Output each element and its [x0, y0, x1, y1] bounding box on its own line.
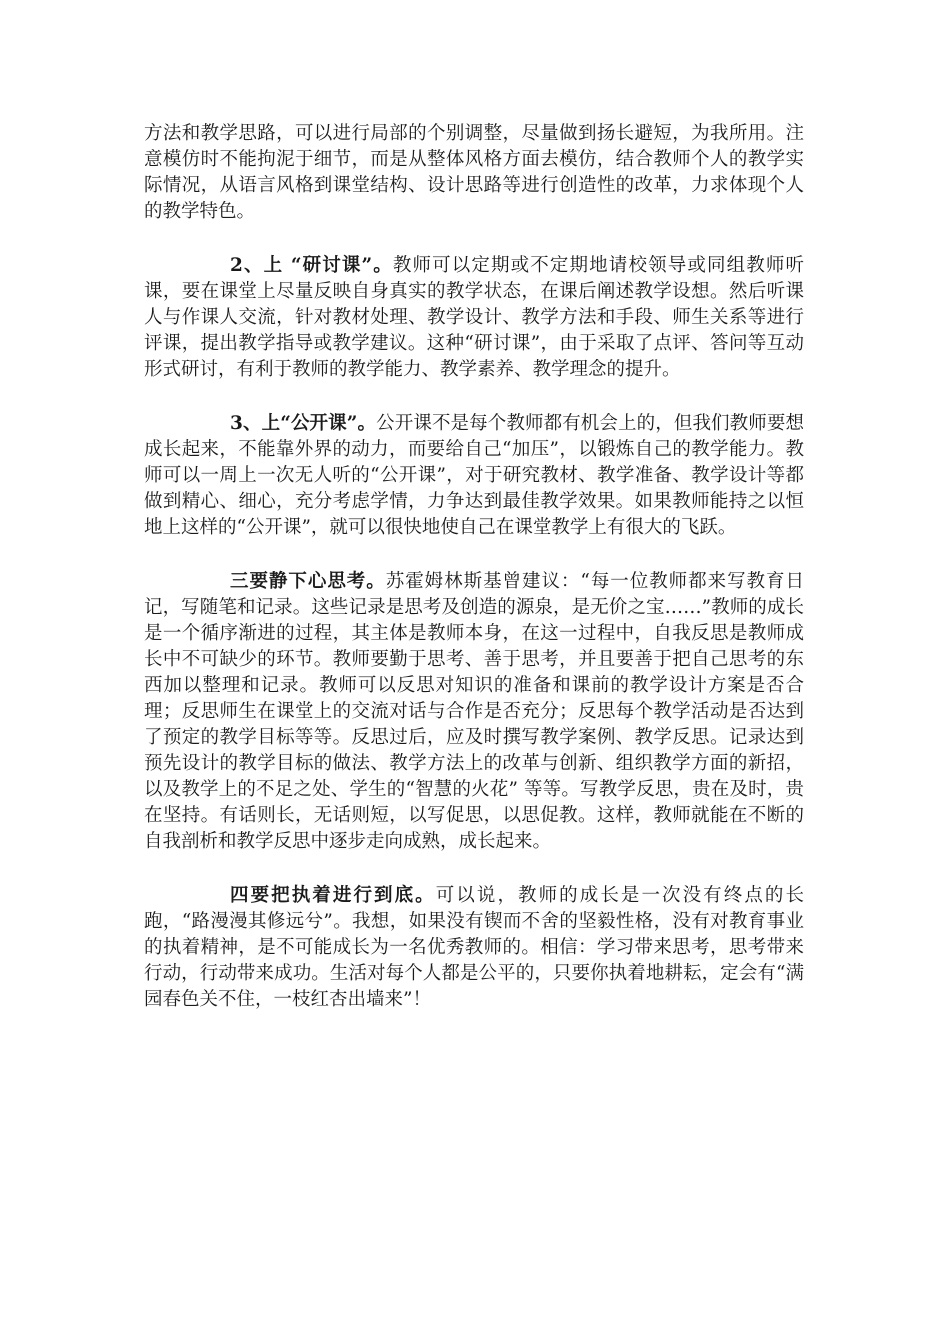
paragraph-1-text: 方法和教学思路，可以进行局部的个别调整，尽量做到扬长避短，为我所用。注意模仿时不能拘泥于细节，而是从整体风格方面去模仿，结合教师个人的教学实际情况，从语言风格到课堂结构、设计思路等进行创造性的改革，力求体现个人的教学特色。	[144, 123, 804, 222]
paragraph-4-lead: 三要静下心思考。	[230, 571, 386, 592]
paragraph-3-lead: 3、上“公开课”。	[230, 413, 377, 434]
paragraph-1	[144, 121, 804, 225]
paragraph-2-text: 教师可以定期或不定期地请校领导或同组教师听课，要在课堂上尽量反映自身真实的教学状态，在课后阐述教学设想。然后听课人与作课人交流，针对教材处理、教学设计、教学方法和手段、师生关系等进行评课，提出教学指导或教学建议。这种“研讨课”，由于采取了点评、答问等互动形式研讨，有利于教师的教学能力、教学素养、教学理念的提升。	[144, 255, 804, 380]
paragraph-5-lead: 四要把执着进行到底。	[230, 885, 436, 906]
paragraph-5-text: 可以说，教师的成长是一次没有终点的长跑，“路漫漫其修远兮”。我想，如果没有锲而不舍的坚毅性格，没有对教育事业的执着精神，是不可能成长为一名优秀教师的。相信：学习带来思考，思考带来行动，行动带来成功。生活对每个人都是公平的，只要你执着地耕耘，定会有“满园春色关不住，一枝红杏出墙来”！	[144, 885, 804, 1010]
paragraph-2-seminar-lesson	[144, 253, 804, 383]
paragraph-3-open-lesson	[144, 411, 804, 541]
paragraph-5-persistence	[144, 883, 804, 1013]
paragraph-4-text: 苏霍姆林斯基曾建议：“每一位教师都来写教育日记，写随笔和记录。这些记录是思考及创造的源泉，是无价之宝……”教师的成长是一个循序渐进的过程，其主体是教师本身，在这一过程中，自我反思是教师成长中不可缺少的环节。教师要勤于思考、善于思考，并且要善于把自己思考的东西加以整理和记录。教师可以反思对知识的准备和课前的教学设计方案是否合理；反思师生在课堂上的交流对话与合作是否充分；反思每个教学活动是否达到了预定的教学目标等等。反思过后，应及时撰写教学案例、教学反思。记录达到预先设计的教学目标的做法、教学方法上的改革与创新、组织教学方面的新招，以及教学上的不足之处、学生的“智慧的火花” 等等。写教学反思，贵在及时，贵在坚持。有话则长，无话则短，以写促思，以思促教。这样，教师就能在不断的自我剖析和教学反思中逐步走向成熟，成长起来。	[144, 571, 804, 852]
paragraph-4-reflection	[144, 569, 804, 855]
document-body	[144, 121, 804, 1041]
paragraph-2-lead: 2、上 “研讨课”。	[230, 255, 393, 276]
paragraph-3-text: 公开课不是每个教师都有机会上的，但我们教师要想成长起来，不能靠外界的动力，而要给自己“加压”，以锻炼自己的教学能力。教师可以一周上一次无人听的“公开课”，对于研究教材、教学准备、教学设计等都做到精心、细心，充分考虑学情，力争达到最佳教学效果。如果教师能持之以恒地上这样的“公开课”，就可以很快地使自己在课堂教学上有很大的飞跃。	[144, 413, 804, 538]
